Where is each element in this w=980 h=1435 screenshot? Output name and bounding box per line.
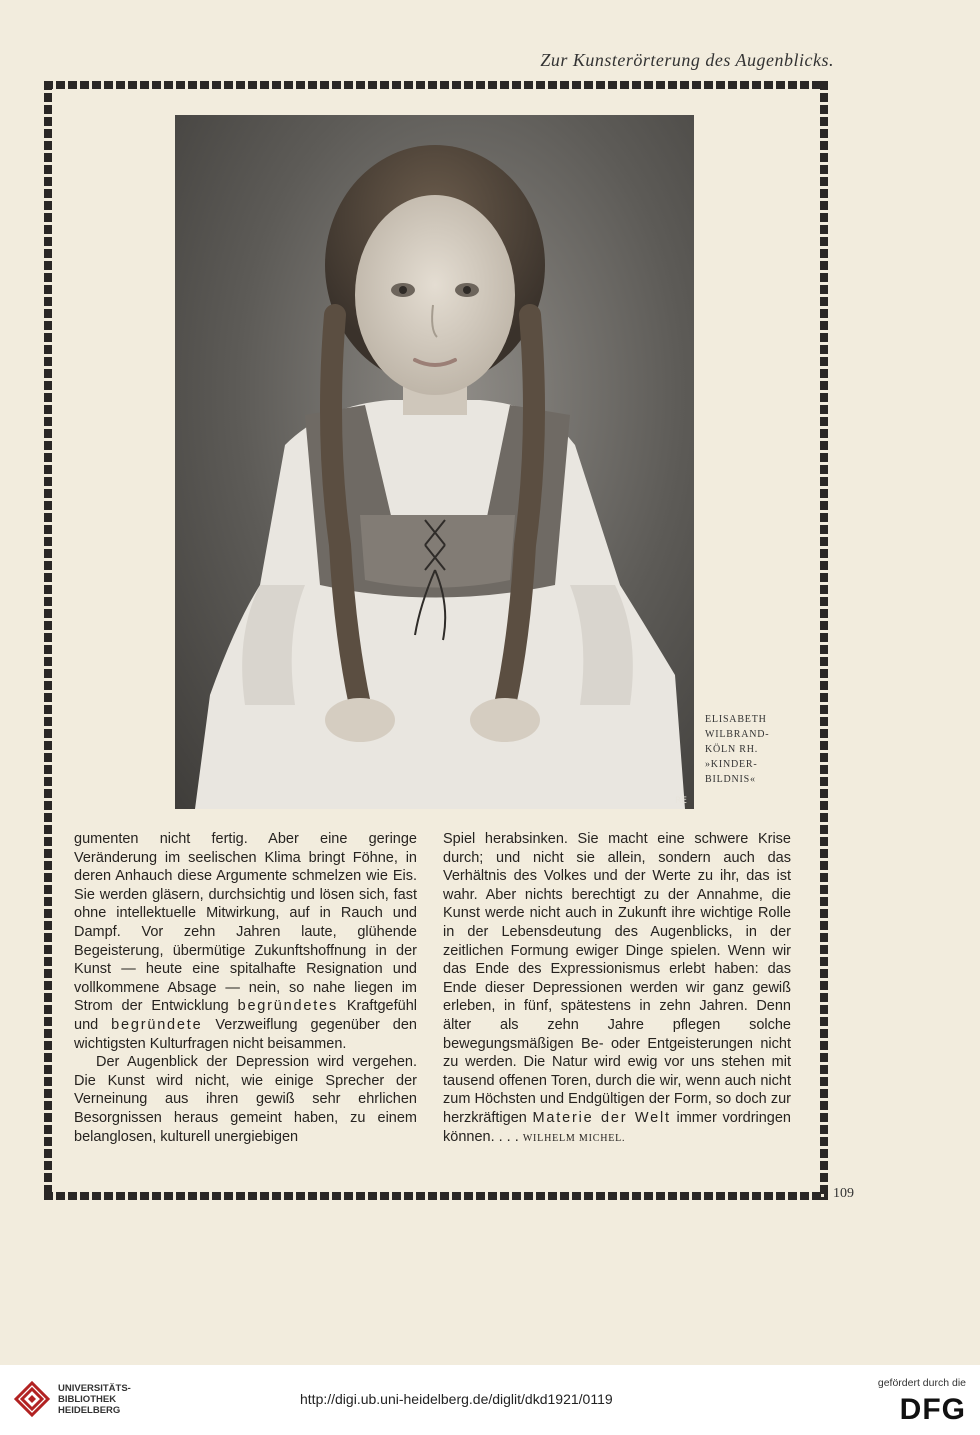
- caption-line: WILBRAND-: [705, 729, 770, 740]
- paragraph-text: Verzweiflung gegenüber den wichtigsten Kulturfragen nicht beisammen.: [74, 1016, 417, 1052]
- caption-line: KÖLN RH.: [705, 744, 759, 755]
- library-logo-icon: [12, 1377, 52, 1423]
- frame-top: [44, 81, 828, 89]
- paragraph-text: Spiel herabsinken. Sie macht eine schwere Krise durch; und nicht sie allein, sondern auch das Verhältnis des Volkes und der Werte zu ihr, das ist wahr. Aber nichts berechtigt zu der Annahme, die Kunst werde nicht auch in Zukunft ihre wichtige Rolle in der Lebensdeutung des Augenblicks, in der zeitlichen Formung ewiger Dinge spielen. Wenn wir das Ende des Expressionismus erlebt haben: das Ende dieser Depressionen werden wir ganz gewiß erleben, in fünf, spätestens in zehn Jahren. Denn älter als zehn Jahre pflegen solche bewegungsmäßigen Be- oder Entgeisterungen nicht zu werden. Die Natur wird ewig vor uns stehen mit tausend offenen Toren, durch die wir, wenn auch nicht zum Höchsten und Endgültigen der Form, so doch zur herzkräftigen: [443, 831, 791, 1126]
- frame-right: [820, 81, 828, 1200]
- portrait-photo-icon: [175, 115, 694, 809]
- paragraph-text: immer vordringen können. . . .: [443, 1109, 791, 1145]
- text-column-right: [443, 830, 791, 1148]
- author-signature: WILHELM MICHEL.: [522, 1132, 626, 1144]
- photo-monogram: RE: [675, 796, 687, 806]
- text-column-left: [74, 830, 417, 1146]
- frame-bottom: [44, 1192, 828, 1200]
- paragraph: Der Augenblick der Depression wird vergehen. Die Kunst wird nicht, wie einige Sprecher der Verneinung aus ihren gewiß sehr ehrlichen Besorgnissen heraus gemeint haben, zu einem belanglosen, kulturell unergiebigen: [74, 1054, 417, 1145]
- library-name-line: BIBLIOTHEK: [58, 1394, 117, 1405]
- paragraph-text: Kraftgefühl und: [74, 998, 417, 1033]
- library-name: [58, 1383, 131, 1416]
- caption-line: ELISABETH: [705, 714, 767, 725]
- spaced-emphasis: begründete: [111, 1016, 203, 1033]
- caption-line: BILDNIS«: [705, 774, 756, 785]
- digitization-footer: [0, 1365, 980, 1435]
- library-name-line: HEIDELBERG: [58, 1405, 121, 1416]
- caption-line: »KINDER-: [705, 759, 758, 770]
- library-name-line: UNIVERSITÄTS-: [58, 1383, 131, 1394]
- funded-by-label: gefördert durch die: [877, 1377, 966, 1389]
- child-portrait-photo: [175, 115, 694, 809]
- spaced-emphasis: Materie der Welt: [532, 1109, 671, 1126]
- running-head: Zur Kunsterörterung des Augenblicks.: [540, 50, 834, 70]
- photo-caption: [705, 712, 805, 787]
- frame-left: [44, 81, 52, 1200]
- paragraph-text: gumenten nicht fertig. Aber eine geringe Veränderung im seelischen Klima bringt Föhne, in deren Anhauch diese Argumente schmelzen wie Eis. Sie werden gläsern, durchsichtig und lösen sich, fast ohne intellektuelle Mitwirkung, auf in Rauch und Dampf. Vor zehn Jahren laute, glühende Begeisterung, übermütige Zukunftshoffnung in der Kunst — heute eine spitalhafte Resignation und vollkommene Absage — nein, so nahe liegen im Strom der Entwicklung: [74, 831, 417, 1015]
- spaced-emphasis: begründetes: [237, 998, 338, 1015]
- dfg-logo: DFG: [899, 1393, 966, 1426]
- paragraph: [443, 830, 791, 1148]
- page-number: 109: [833, 1186, 854, 1201]
- paragraph: [74, 830, 417, 1053]
- digital-object-link[interactable]: http://digi.ub.uni-heidelberg.de/diglit/dkd1921/0119: [300, 1391, 613, 1407]
